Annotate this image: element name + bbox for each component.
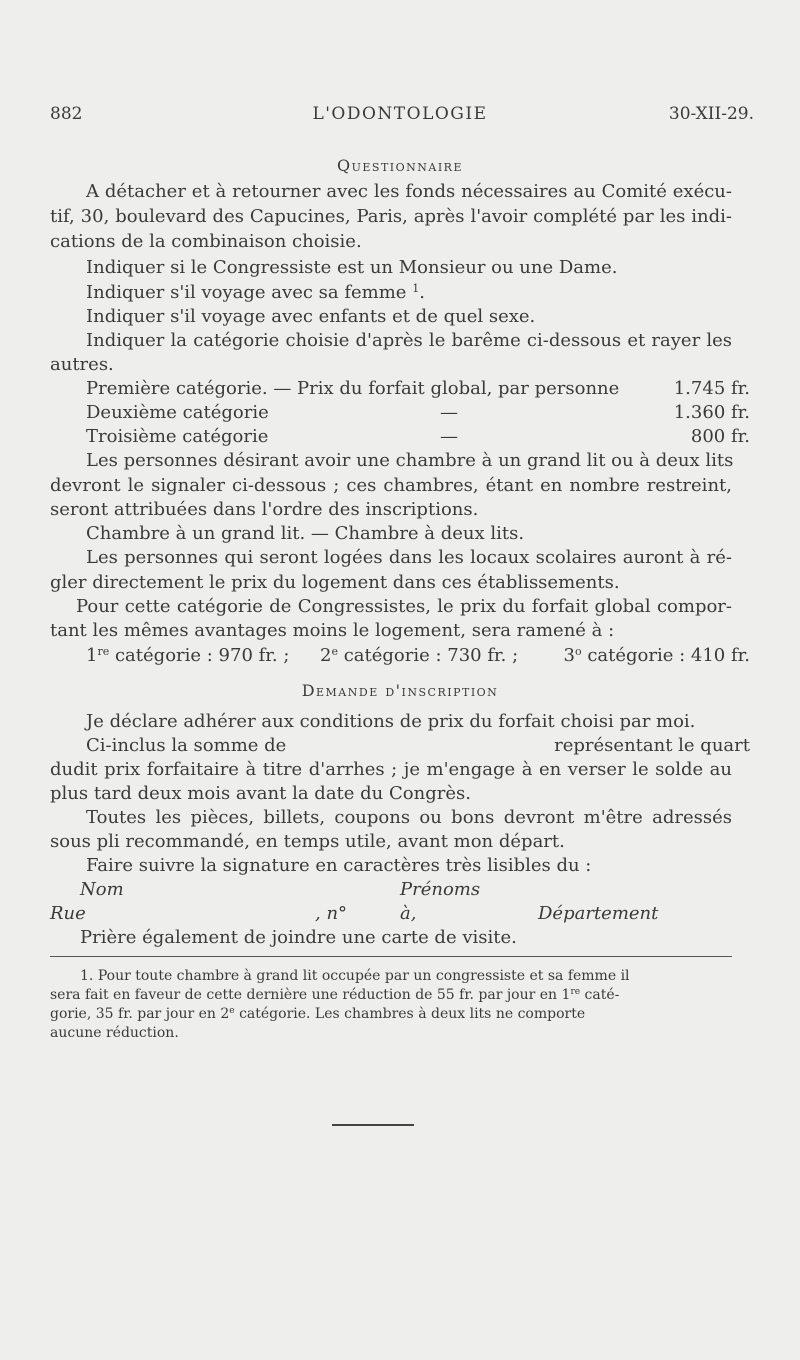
category-2-label: Deuxième catégorie — [86, 402, 269, 423]
pieces-line-1: Toutes les pièces, billets, coupons ou bons devront m'être adressés — [86, 807, 732, 828]
category-3-label: Troisième catégorie — [86, 426, 269, 447]
declaration: Je déclare adhérer aux conditions de prix du forfait choisi par moi. — [86, 711, 696, 732]
pieces-line-2: sous pli recommandé, en temps utile, avant mon départ. — [50, 831, 565, 852]
field-ville[interactable]: à, — [400, 903, 417, 924]
intro-line-2: tif, 30, boulevard des Capucines, Paris, après l'avoir complété par les indi- — [50, 206, 732, 227]
reduced-cat-3: 3$^o$ catégorie : 410 fr. — [563, 645, 750, 666]
rooms-line-1: Les personnes désirant avoir une chambre à un grand lit ou à deux lits — [86, 450, 734, 471]
footnote-line-3: gorie, 35 fr. par jour en 2e catégorie. Les chambres à deux lits ne comporte — [50, 1006, 586, 1022]
field-numero[interactable]: , n° — [315, 903, 348, 924]
footnote-ref: 1 — [412, 282, 420, 295]
signature-instruction: Faire suivre la signature en caractères très lisibles du : — [86, 855, 592, 876]
issue-date: 30-XII-29. — [668, 104, 754, 124]
arrhes-line-2: plus tard deux mois avant la date du Congrès. — [50, 783, 471, 804]
page-header — [0, 104, 800, 130]
category-3-price: 800 fr. — [690, 426, 750, 447]
field-nom[interactable]: Nom — [80, 879, 124, 900]
field-rue[interactable]: Rue — [50, 903, 86, 924]
arrhes-line-1: dudit prix forfaitaire à titre d'arrhes ; je m'engage à en verser le solde au — [50, 759, 732, 780]
instruction-categorie: Indiquer la catégorie choisie d'après le barême ci-dessous et rayer les — [86, 330, 732, 351]
field-departement[interactable]: Département — [538, 903, 659, 924]
school-line-2: gler directement le prix du logement dans ces établissements. — [50, 572, 620, 593]
inscription-title: Demande d'inscription — [301, 681, 499, 700]
category-1-price: 1.745 fr. — [673, 378, 750, 399]
school-line-1: Les personnes qui seront logées dans les locaux scolaires auront à ré- — [86, 547, 732, 568]
category-2-price: 1.360 fr. — [673, 402, 750, 423]
reduced-cat-1: 1re catégorie : 970 fr. ; — [86, 645, 290, 666]
visit-card: Prière également de joindre une carte de visite. — [80, 927, 517, 948]
journal-title: L'ODONTOLOGIE — [312, 104, 488, 124]
category-3-dash: — — [440, 426, 458, 447]
instruction-femme: Indiquer s'il voyage avec sa femme $^1$. — [86, 282, 425, 303]
rooms-line-2: devront le signaler ci-dessous ; ces chambres, étant en nombre restreint, — [50, 475, 732, 496]
footnote-line-2: sera fait en faveur de cette dernière une réduction de 55 fr. par jour en 1re caté- — [50, 987, 620, 1003]
instruction-monsieur: Indiquer si le Congressiste est un Monsieur ou une Dame. — [86, 257, 618, 278]
field-prenoms[interactable]: Prénoms — [400, 879, 481, 900]
intro-line-3: cations de la combinaison choisie. — [50, 231, 362, 252]
page-number: 882 — [50, 104, 83, 124]
reduced-cat-2: 2e catégorie : 730 fr. ; — [320, 645, 519, 666]
category-1-label: Première catégorie. — Prix du forfait global, par personne — [86, 378, 620, 399]
rooms-line-3: seront attribuées dans l'ordre des inscriptions. — [50, 499, 479, 520]
intro-line-1: A détacher et à retourner avec les fonds nécessaires au Comité exécu- — [86, 181, 732, 202]
instruction-categorie-end: autres. — [50, 354, 114, 375]
room-choice: Chambre à un grand lit. — Chambre à deux lits. — [86, 523, 525, 544]
questionnaire-title: Questionnaire — [336, 156, 463, 175]
forfait-line-1: Pour cette catégorie de Congressistes, le prix du forfait global compor- — [76, 596, 732, 617]
footnote-line-1: 1. Pour toute chambre à grand lit occupée par un congressiste et sa femme il — [80, 968, 630, 984]
footnote-rule — [50, 956, 732, 957]
end-rule — [332, 1124, 414, 1126]
footnote-line-4: aucune réduction. — [50, 1025, 179, 1041]
sum-quart: représentant le quart — [554, 735, 750, 756]
category-2-dash: — — [440, 402, 458, 423]
forfait-line-2: tant les mêmes avantages moins le logement, sera ramené à : — [50, 620, 615, 641]
sum-label: Ci-inclus la somme de — [86, 735, 287, 756]
instruction-enfants: Indiquer s'il voyage avec enfants et de quel sexe. — [86, 306, 536, 327]
